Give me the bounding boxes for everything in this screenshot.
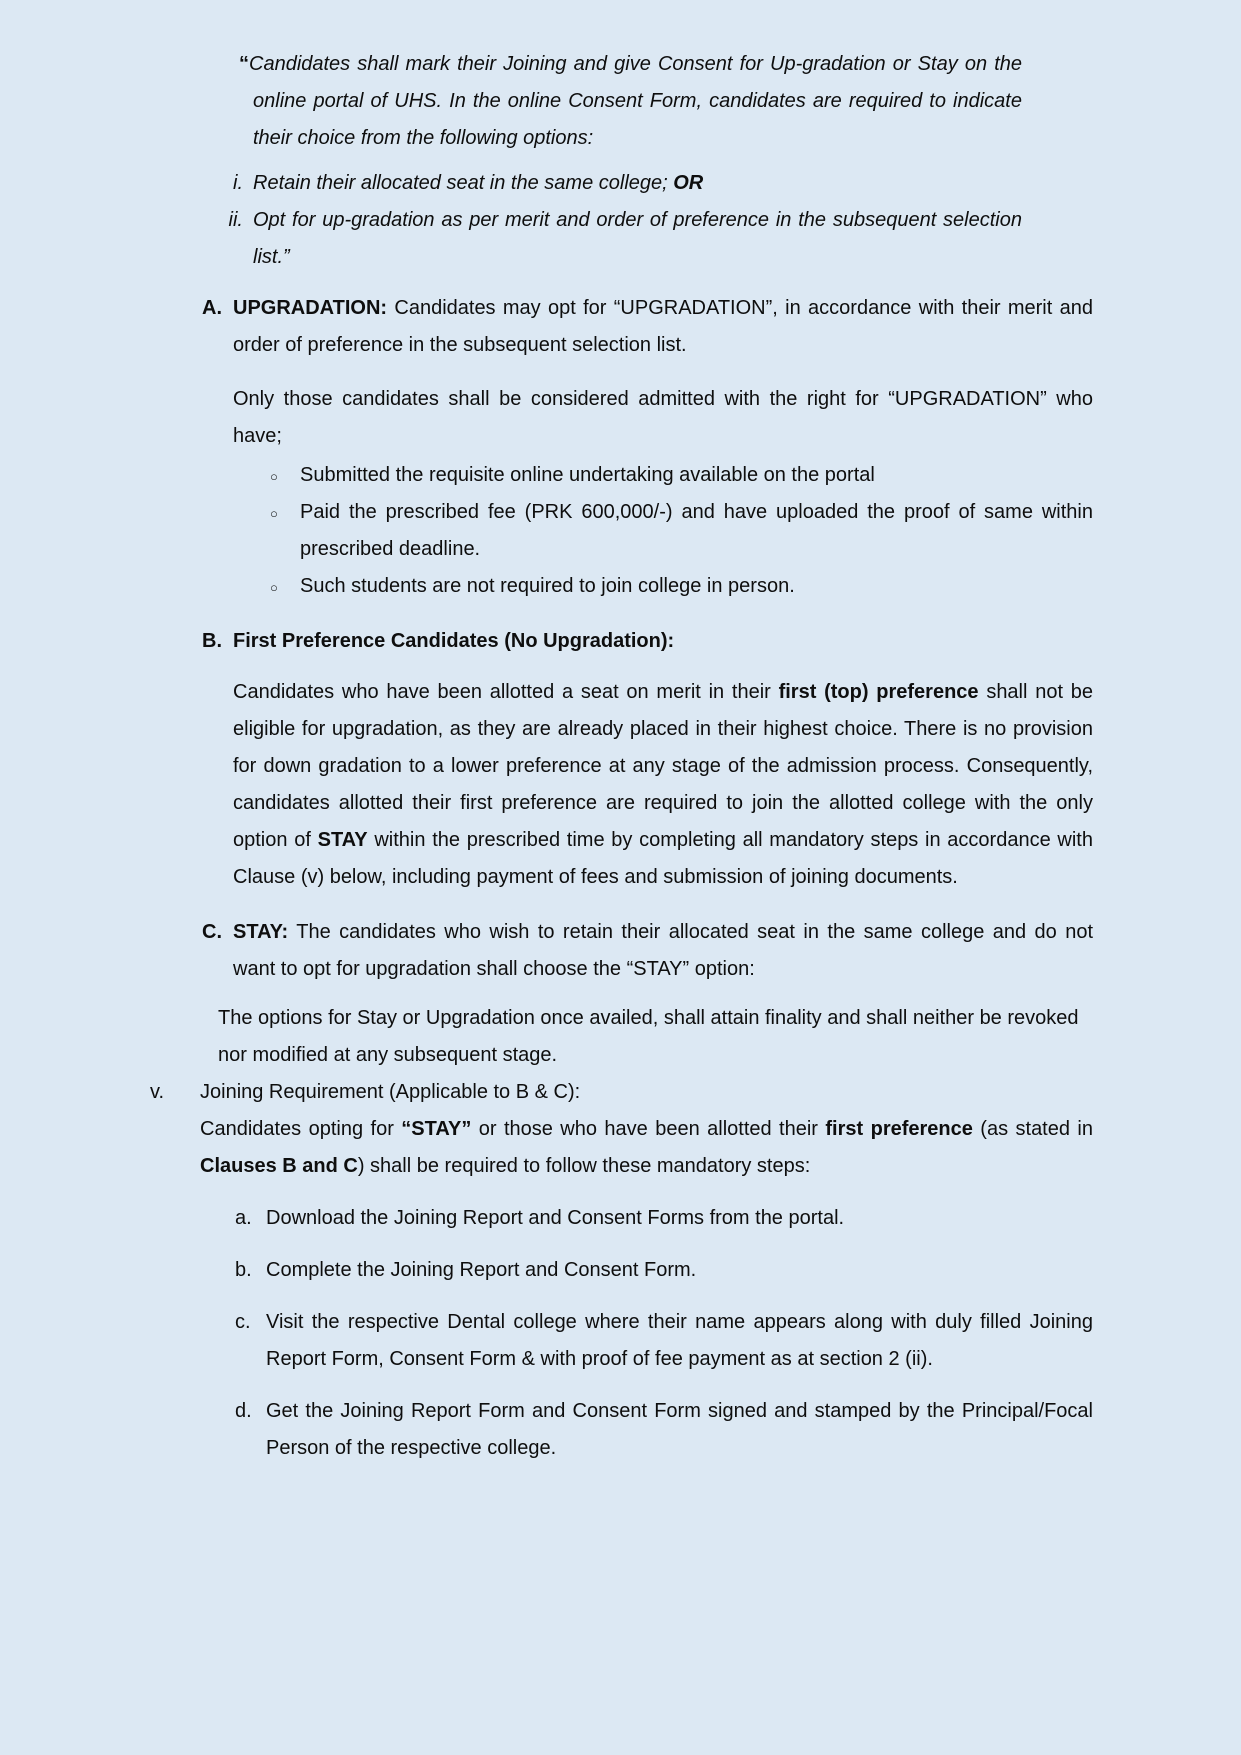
section-b-seg-0: Candidates who have been allotted a seat on merit in their: [233, 681, 779, 703]
section-b-seg-2: shall not be eligible for upgradation, as they are already placed in their highest choice. There is no provision for down gradation to a lower preference at any stage of the admission process. Consequently, candidates allotted their first preference are required to join the allotted college with the only option of: [233, 681, 1093, 851]
circle-bullet-icon: ○: [270, 469, 278, 484]
section-b-bold-first-top-preference: first (top) preference: [778, 681, 979, 703]
step-c-text: Visit the respective Dental college where their name appears along with duly filled Joining Report Form, Consent Form & with proof of fee payment as at section 2 (ii).: [266, 1311, 1093, 1370]
clause-v-bold-first-preference: first preference: [825, 1118, 973, 1140]
circle-bullet-icon: ○: [270, 506, 278, 521]
clause-v-paragraph: [200, 1111, 1093, 1185]
list-marker-ii: ii.: [228, 209, 243, 231]
section-c-text: The candidates who wish to retain their allocated seat in the same college and do not want to opt for upgradation shall choose the “STAY” option:: [233, 921, 1093, 980]
clause-v-seg-2: or those who have been allotted their: [471, 1118, 826, 1140]
step-c-marker: c.: [235, 1311, 251, 1333]
bullet-item-3: [270, 568, 1093, 605]
section-c-paragraph: [202, 914, 1093, 988]
section-b-heading: [202, 623, 1093, 660]
section-a-heading: [202, 290, 1093, 364]
step-d-text: Get the Joining Report Form and Consent Form signed and stamped by the Principal/Focal Person of the respective college.: [266, 1400, 1093, 1459]
section-c-title: STAY:: [233, 921, 289, 943]
clause-v-marker: v.: [150, 1081, 165, 1103]
step-d-marker: d.: [235, 1400, 252, 1422]
clause-v-seg-6: ) shall be required to follow these mandatory steps:: [357, 1155, 811, 1177]
section-a-title: UPGRADATION:: [233, 297, 388, 319]
step-b-marker: b.: [235, 1259, 252, 1281]
clause-v-bold-stay: “STAY”: [401, 1118, 472, 1140]
quote-item-i-text: Retain their allocated seat in the same college;: [253, 172, 674, 194]
quote-item-ii-text: Opt for up-gradation as per merit and order of preference in the subsequent selection list.”: [253, 209, 1022, 268]
section-a-paragraph: [233, 381, 1093, 455]
clause-v-seg-0: Candidates opting for: [200, 1118, 402, 1140]
quote-item-i: [233, 165, 1022, 202]
section-b-bold-stay: STAY: [317, 829, 368, 851]
step-item-b: [235, 1252, 1093, 1289]
circle-bullet-icon: ○: [270, 580, 278, 595]
finality-note: [218, 1000, 1081, 1074]
section-c-marker: C.: [202, 921, 222, 943]
bullet-item-1: [270, 457, 1093, 494]
quote-item-i-bold: OR: [673, 172, 704, 194]
bullet-3-text: Such students are not required to join college in person.: [300, 575, 795, 597]
section-a-marker: A.: [202, 297, 222, 319]
step-item-d: [235, 1393, 1093, 1467]
bullet-item-2: [270, 494, 1093, 568]
step-b-text: Complete the Joining Report and Consent Form.: [266, 1259, 697, 1281]
step-a-text: Download the Joining Report and Consent Forms from the portal.: [266, 1207, 845, 1229]
list-marker-i: i.: [233, 172, 243, 194]
quote-item-ii: [228, 202, 1022, 276]
clause-v-heading-text: Joining Requirement (Applicable to B & C):: [200, 1081, 581, 1103]
quote-paragraph: [239, 46, 1022, 157]
bullet-2-text: Paid the prescribed fee (PRK 600,000/-) and have uploaded the proof of same within prescribed deadline.: [300, 501, 1093, 560]
step-a-marker: a.: [235, 1207, 252, 1229]
open-quote-mark: “: [239, 53, 249, 75]
finality-note-text: The options for Stay or Upgradation once availed, shall attain finality and shall neither be revoked nor modified at any subsequent stage.: [218, 1007, 1079, 1066]
clause-v-seg-4: (as stated in: [972, 1118, 1093, 1140]
section-b-seg-4: within the prescribed time by completing all mandatory steps in accordance with Clause (v) below, including payment of fees and submission of joining documents.: [233, 829, 1093, 888]
section-b-marker: B.: [202, 630, 222, 652]
step-item-a: [235, 1200, 1093, 1237]
clause-v-bold-clauses-b-c: Clauses B and C: [200, 1155, 358, 1177]
section-a-lead: Candidates may opt for “UPGRADATION”, in accordance with their merit and order of preference in the subsequent selection list.: [233, 297, 1093, 356]
clause-v-heading: [150, 1074, 1093, 1111]
step-item-c: [235, 1304, 1093, 1378]
quote-intro-text: Candidates shall mark their Joining and give Consent for Up-gradation or Stay on the online portal of UHS. In the online Consent Form, candidates are required to indicate their choice from the following options:: [249, 53, 1022, 149]
section-b-paragraph: [233, 674, 1093, 896]
section-b-title: First Preference Candidates (No Upgradation):: [233, 630, 675, 652]
section-a-para-text: Only those candidates shall be considered admitted with the right for “UPGRADATION” who have;: [233, 388, 1093, 447]
bullet-1-text: Submitted the requisite online undertaking available on the portal: [300, 464, 875, 486]
